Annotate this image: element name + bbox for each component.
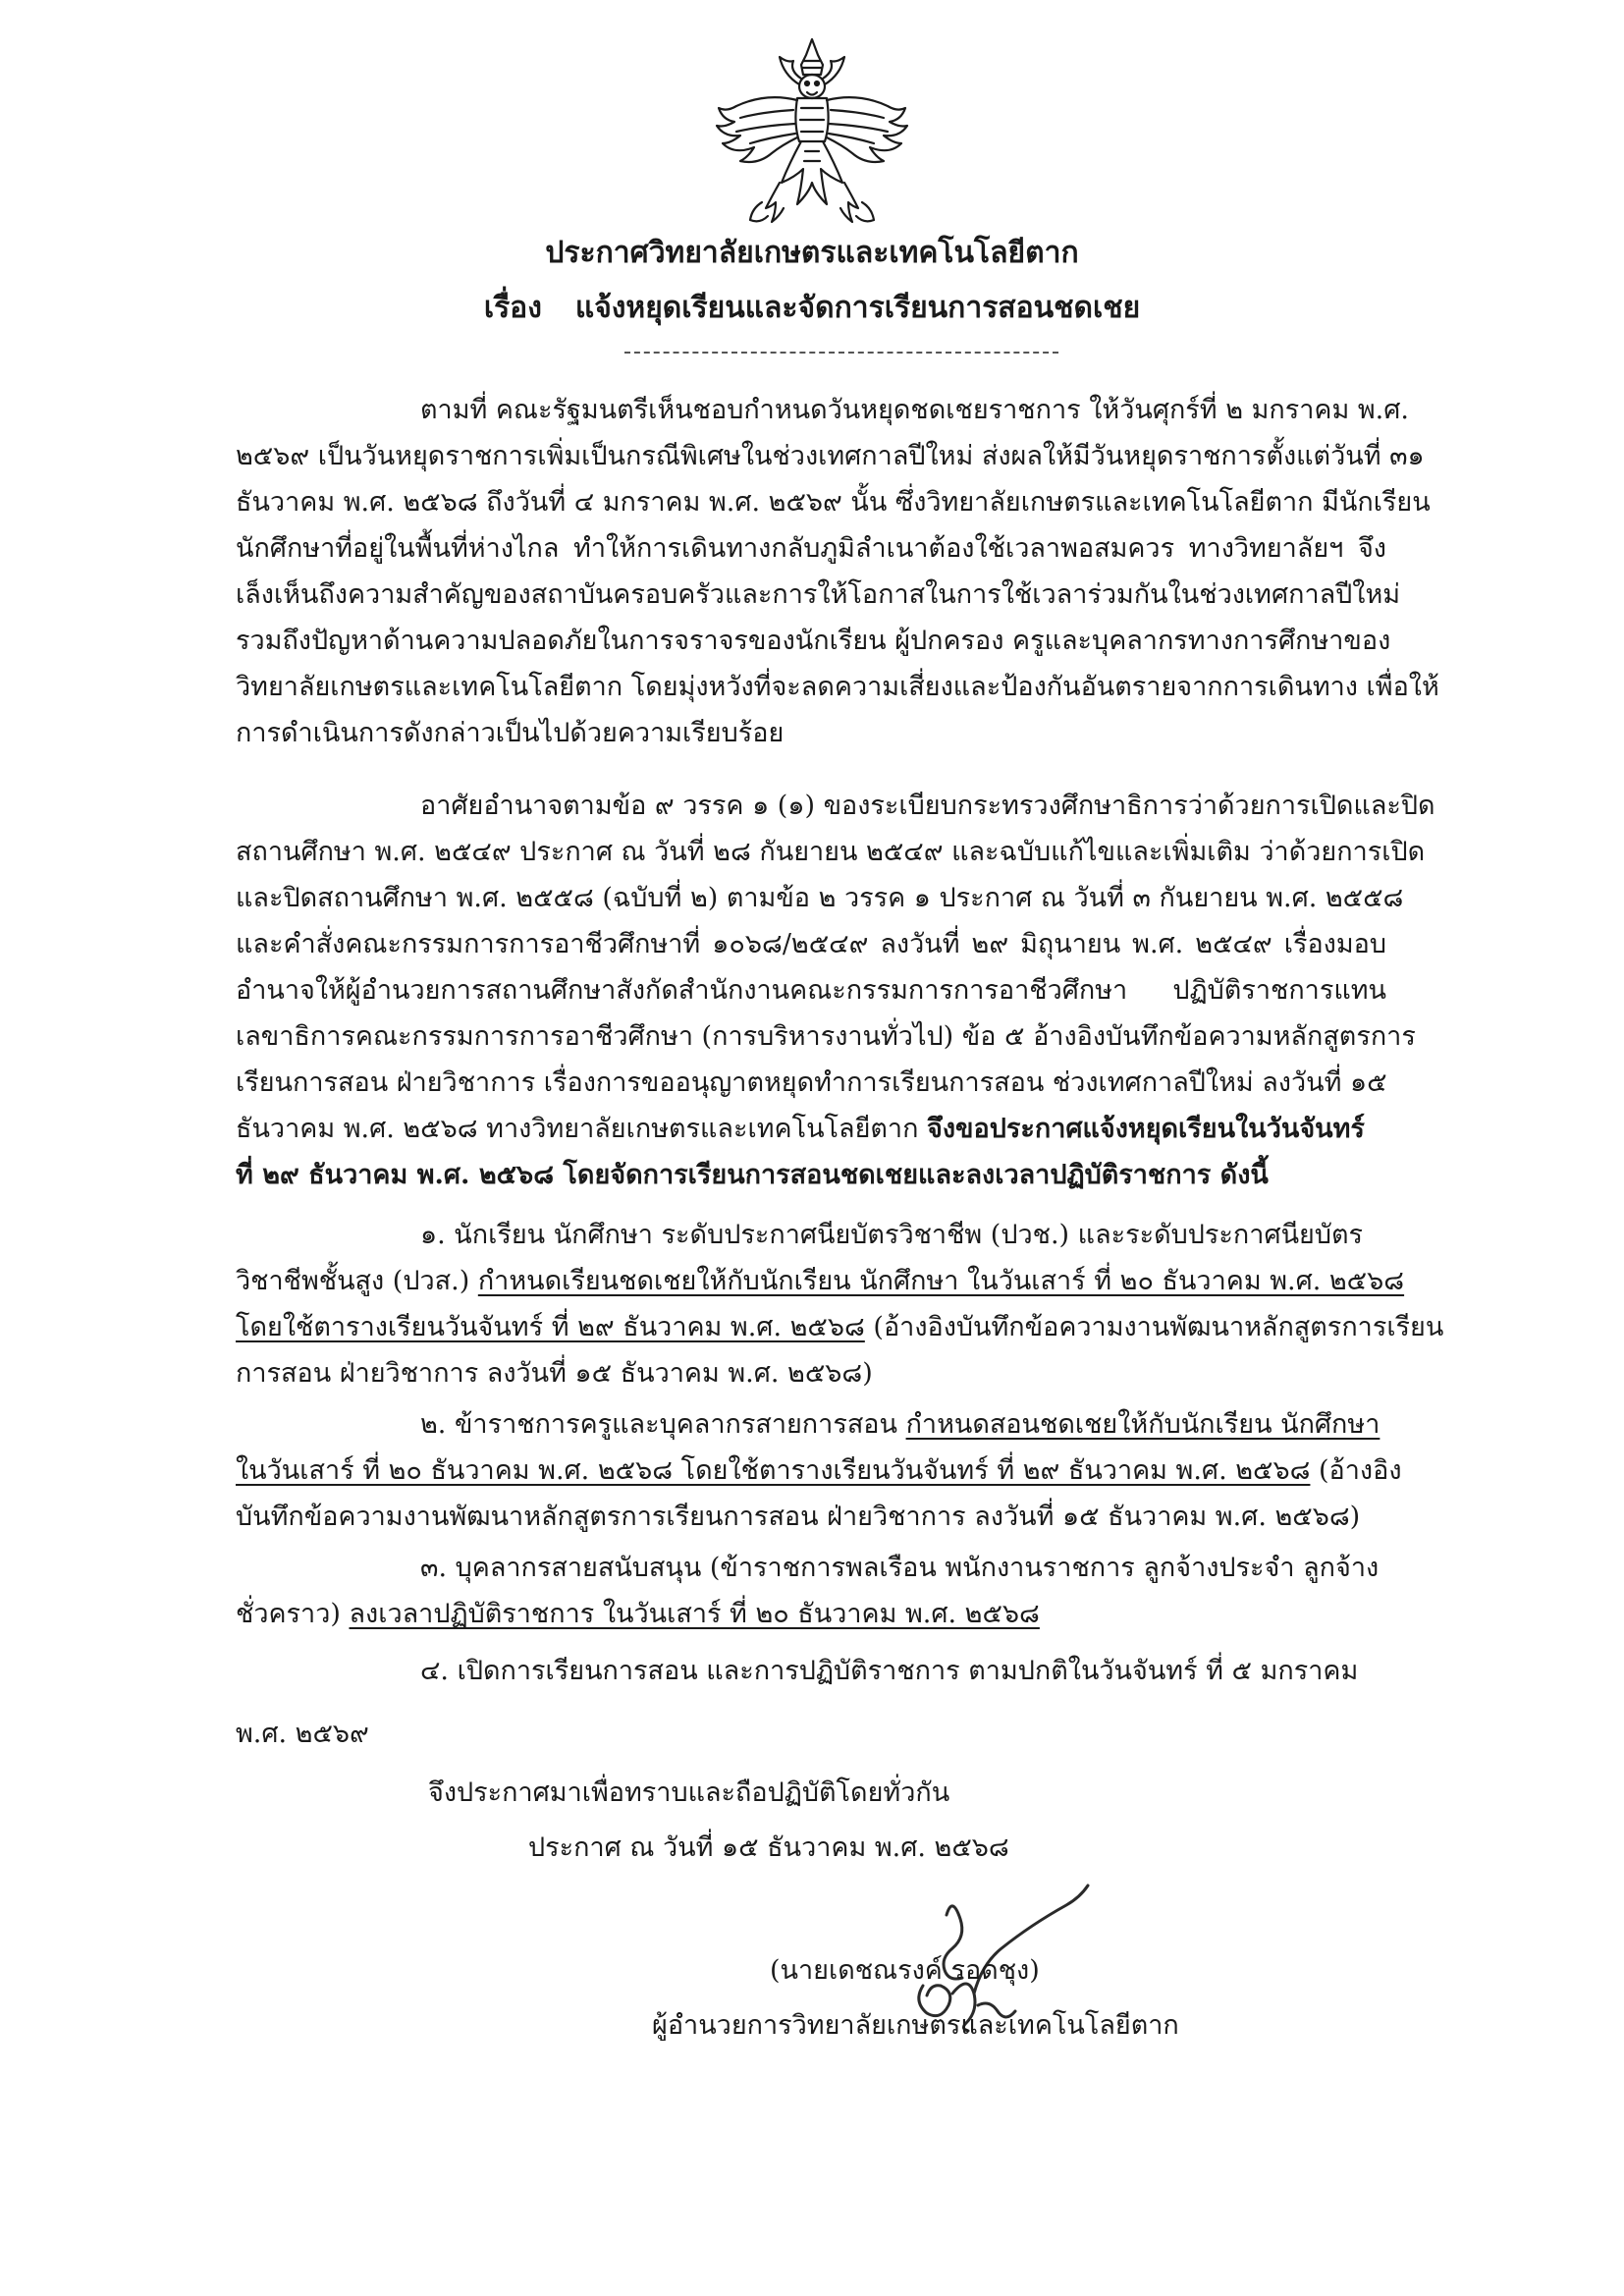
para1-line: นักศึกษาที่อยู่ในพื้นที่ห่างไกล ทำให้การเดินทางกลับภูมิลำเนาต้องใช้เวลาพอสมควร ทางวิทยาลัยฯ จึง (236, 533, 1386, 564)
signatory-position: ผู้อำนวยการวิทยาลัยเกษตรและเทคโนโลยีตาก (652, 2010, 1179, 2041)
para1-line: การดำเนินการดังกล่าวเป็นไปด้วยความเรียบร้อย (236, 718, 785, 748)
para1-line: ธันวาคม พ.ศ. ๒๕๖๘ ถึงวันที่ ๔ มกราคม พ.ศ. ๒๕๖๙ นั้น ซึ่งวิทยาลัยเกษตรและเทคโนโลยีตาก มีนักเรียน (236, 487, 1431, 518)
item1-line3-underlined: โดยใช้ตารางเรียนวันจันทร์ ที่ ๒๙ ธันวาคม พ.ศ. ๒๕๖๘ (236, 1312, 865, 1342)
item3-line2-underlined: ลงเวลาปฏิบัติราชการ ในวันเสาร์ ที่ ๒๐ ธันวาคม พ.ศ. ๒๕๖๘ (349, 1599, 1040, 1629)
item1-line2 (236, 1264, 1405, 1299)
para1-line: ๒๕๖๙ เป็นวันหยุดราชการเพิ่มเป็นกรณีพิเศษในช่วงเทศกาลปีใหม่ ส่งผลให้มีวันหยุดราชการตั้งแต่วันที่ ๓๑ (236, 441, 1425, 471)
item3-line1: ๓. บุคลากรสายสนับสนุน (ข้าราชการพลเรือน พนักงานราชการ ลูกจ้างประจำ ลูกจ้าง (420, 1553, 1380, 1583)
para2-line: และคำสั่งคณะกรรมการการอาชีวศึกษาที่ ๑๐๖๘/๒๕๔๙ ลงวันที่ ๒๙ มิถุนายน พ.ศ. ๒๕๔๙ เรื่องมอบ (236, 929, 1386, 959)
item2-line1-text: ๒. ข้าราชการครูและบุคลากรสายการสอน (420, 1409, 906, 1440)
para2-line8-bold: จึงขอประกาศแจ้งหยุดเรียนในวันจันทร์ (927, 1114, 1365, 1144)
subject-text: แจ้งหยุดเรียนและจัดการเรียนการสอนชดเชย (574, 291, 1141, 325)
item1-line2-text: วิชาชีพชั้นสูง (ปวส.) (236, 1266, 478, 1296)
item2-line1 (420, 1407, 1386, 1443)
closing-date: ประกาศ ณ วันที่ ๑๕ ธันวาคม พ.ศ. ๒๕๖๘ (528, 1832, 1009, 1863)
para1-line: วิทยาลัยเกษตรและเทคโนโลยีตาก โดยมุ่งหวังที่จะลดความเสี่ยงและป้องกันอันตรายจากการเดินทาง เพื่อให้ (236, 672, 1439, 702)
para2-line: และปิดสถานศึกษา พ.ศ. ๒๕๕๘ (ฉบับที่ ๒) ตามข้อ ๒ วรรค ๑ ประกาศ ณ วันที่ ๓ กันยายน พ.ศ. ๒๕๕๘ (236, 883, 1404, 913)
item1-line1: ๑. นักเรียน นักศึกษา ระดับประกาศนียบัตรวิชาชีพ (ปวช.) และระดับประกาศนียบัตร (420, 1220, 1364, 1250)
item2-line2-text: (อ้างอิง (1310, 1455, 1402, 1486)
item1-line3 (236, 1310, 1444, 1345)
signatory-name: (นายเดชณรงค์ รอดชุง) (770, 1955, 1040, 1986)
para2-line: สถานศึกษา พ.ศ. ๒๕๔๙ ประกาศ ณ วันที่ ๒๘ กันยายน ๒๕๔๙ และฉบับแก้ไขและเพิ่มเติม ว่าด้วยการเปิด (236, 837, 1426, 867)
para2-line8-text: ธันวาคม พ.ศ. ๒๕๖๘ ทางวิทยาลัยเกษตรและเทคโนโลยีตาก (236, 1114, 928, 1144)
item2-line1-underlined: กำหนดสอนชดเชยให้กับนักเรียน นักศึกษา (905, 1409, 1380, 1440)
item1-line4: การสอน ฝ่ายวิชาการ ลงวันที่ ๑๕ ธันวาคม พ.ศ. ๒๕๖๘) (236, 1358, 873, 1389)
item2-line2 (236, 1453, 1402, 1489)
para2-line: เลขาธิการคณะกรรมการการอาชีวศึกษา (การบริหารงานทั่วไป) ข้อ ๕ อ้างอิงบันทึกข้อความหลักสูตรการ (236, 1021, 1416, 1052)
item2-line2-underlined: ในวันเสาร์ ที่ ๒๐ ธันวาคม พ.ศ. ๒๕๖๘ โดยใช้ตารางเรียนวันจันทร์ ที่ ๒๙ ธันวาคม พ.ศ. ๒๕๖๘ (236, 1455, 1311, 1486)
item3-line2 (236, 1597, 1386, 1632)
para1-line: รวมถึงปัญหาด้านความปลอดภัยในการจราจรของนักเรียน ผู้ปกครอง ครูและบุคลากรทางการศึกษาของ (236, 626, 1391, 656)
item2-line3: บันทึกข้อความงานพัฒนาหลักสูตรการเรียนการสอน ฝ่ายวิชาการ ลงวันที่ ๑๕ ธันวาคม พ.ศ. ๒๕๖๘) (236, 1502, 1361, 1532)
item1-line3-text: (อ้างอิงบันทึกข้อความงานพัฒนาหลักสูตรการเรียน (864, 1312, 1444, 1342)
announcement-subject (0, 289, 1624, 328)
garuda-emblem-icon (711, 35, 913, 232)
item3-line2-text: ชั่วคราว) (236, 1599, 350, 1629)
closing-announce: จึงประกาศมาเพื่อทราบและถือปฏิบัติโดยทั่วกัน (428, 1777, 950, 1808)
item4-line1: ๔. เปิดการเรียนการสอน และการปฏิบัติราชการ ตามปกติในวันจันทร์ ที่ ๕ มกราคม (420, 1656, 1359, 1686)
para2-line (236, 1112, 1386, 1147)
announcement-title: ประกาศวิทยาลัยเกษตรและเทคโนโลยีตาก (545, 236, 1079, 270)
header-rule (624, 352, 1058, 354)
item1-line2-underlined: กำหนดเรียนชดเชยให้กับนักเรียน นักศึกษา ในวันเสาร์ ที่ ๒๐ ธันวาคม พ.ศ. ๒๕๖๘ (477, 1266, 1405, 1296)
item4-line2: พ.ศ. ๒๕๖๙ (236, 1719, 369, 1749)
para1-line: ตามที่ คณะรัฐมนตรีเห็นชอบกำหนดวันหยุดชดเชยราชการ ให้วันศุกร์ที่ ๒ มกราคม พ.ศ. (420, 395, 1409, 425)
para2-line: อาศัยอำนาจตามข้อ ๙ วรรค ๑ (๑) ของระเบียบกระทรวงศึกษาธิการว่าด้วยการเปิดและปิด (420, 791, 1435, 821)
para2-line: อำนาจให้ผู้อำนวยการสถานศึกษาสังกัดสำนักงานคณะกรรมการการอาชีวศึกษา ปฏิบัติราชการแทน (236, 975, 1386, 1006)
para1-line: เล็งเห็นถึงความสำคัญของสถาบันครอบครัวและการให้โอกาสในการใช้เวลาร่วมกันในช่วงเทศกาลปีใหม่ (236, 579, 1401, 610)
subject-label: เรื่อง (483, 291, 542, 325)
para2-line9-bold: ที่ ๒๙ ธันวาคม พ.ศ. ๒๕๖๘ โดยจัดการเรียนการสอนชดเชยและลงเวลาปฏิบัติราชการ ดังนี้ (236, 1160, 1269, 1190)
para2-line: เรียนการสอน ฝ่ายวิชาการ เรื่องการขออนุญาตหยุดทำการเรียนการสอน ช่วงเทศกาลปีใหม่ ลงวันที่ ๑๕ (236, 1067, 1387, 1098)
